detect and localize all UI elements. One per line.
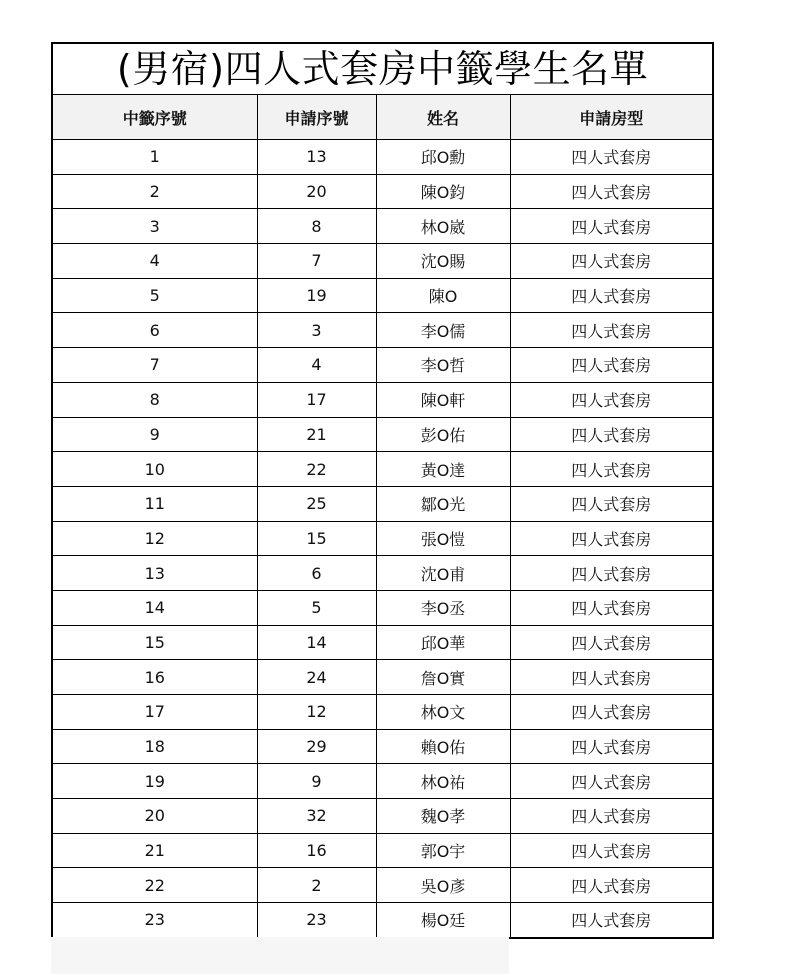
draw-number-cell: 13 [53, 556, 257, 591]
room-type-cell: 四人式套房 [510, 382, 712, 417]
room-type-cell: 四人式套房 [510, 729, 712, 764]
draw-number-cell: 3 [53, 209, 257, 244]
student-name-cell: 李O哲 [376, 348, 510, 383]
draw-number-cell: 9 [53, 417, 257, 452]
room-type-cell: 四人式套房 [510, 452, 712, 487]
table-row [53, 521, 712, 556]
draw-number-cell: 23 [53, 903, 257, 937]
student-name-cell: 陳O鈞 [376, 174, 510, 209]
student-name-cell: 邱O華 [376, 625, 510, 660]
application-number-cell: 12 [257, 695, 376, 730]
draw-number-cell: 11 [53, 486, 257, 521]
draw-number-cell: 6 [53, 313, 257, 348]
table-row [53, 590, 712, 625]
room-type-cell: 四人式套房 [510, 695, 712, 730]
sheet-title: (男宿)四人式套房中籤學生名單 [53, 44, 712, 95]
application-number-cell: 13 [257, 140, 376, 175]
student-name-cell: 林O崴 [376, 209, 510, 244]
room-type-cell: 四人式套房 [510, 244, 712, 279]
table-row [53, 382, 712, 417]
application-number-cell: 4 [257, 348, 376, 383]
table-row [53, 903, 712, 937]
draw-number-cell: 8 [53, 382, 257, 417]
room-type-cell: 四人式套房 [510, 660, 712, 695]
student-name-cell: 沈O甫 [376, 556, 510, 591]
student-name-cell: 陳O軒 [376, 382, 510, 417]
student-name-cell: 黃O達 [376, 452, 510, 487]
draw-number-cell: 20 [53, 799, 257, 834]
header-room-type: 申請房型 [510, 95, 712, 140]
room-type-cell: 四人式套房 [510, 833, 712, 868]
room-type-cell: 四人式套房 [510, 556, 712, 591]
draw-number-cell: 22 [53, 868, 257, 903]
room-type-cell: 四人式套房 [510, 140, 712, 175]
student-name-cell: 魏O孝 [376, 799, 510, 834]
student-name-cell: 李O丞 [376, 590, 510, 625]
table-row [53, 278, 712, 313]
student-name-cell: 邱O勳 [376, 140, 510, 175]
application-number-cell: 32 [257, 799, 376, 834]
room-type-cell: 四人式套房 [510, 417, 712, 452]
student-name-cell: 李O儒 [376, 313, 510, 348]
empty-area-below-table [51, 937, 509, 974]
room-type-cell: 四人式套房 [510, 521, 712, 556]
table-row [53, 625, 712, 660]
application-number-cell: 8 [257, 209, 376, 244]
application-number-cell: 6 [257, 556, 376, 591]
application-number-cell: 15 [257, 521, 376, 556]
student-name-cell: 林O祐 [376, 764, 510, 799]
draw-number-cell: 4 [53, 244, 257, 279]
table-row [53, 799, 712, 834]
header-draw-number: 中籤序號 [53, 95, 257, 140]
application-number-cell: 21 [257, 417, 376, 452]
draw-number-cell: 21 [53, 833, 257, 868]
application-number-cell: 2 [257, 868, 376, 903]
room-type-cell: 四人式套房 [510, 486, 712, 521]
application-number-cell: 19 [257, 278, 376, 313]
room-type-cell: 四人式套房 [510, 590, 712, 625]
table-row [53, 348, 712, 383]
draw-number-cell: 16 [53, 660, 257, 695]
draw-number-cell: 17 [53, 695, 257, 730]
draw-number-cell: 14 [53, 590, 257, 625]
application-number-cell: 20 [257, 174, 376, 209]
roster-table [53, 95, 712, 937]
room-type-cell: 四人式套房 [510, 209, 712, 244]
table-row [53, 313, 712, 348]
table-row [53, 729, 712, 764]
application-number-cell: 24 [257, 660, 376, 695]
student-name-cell: 郭O宇 [376, 833, 510, 868]
room-type-cell: 四人式套房 [571, 911, 652, 931]
table-row [53, 764, 712, 799]
roster-body [53, 140, 712, 937]
room-type-cell: 四人式套房 [510, 868, 712, 903]
student-name-cell: 詹O實 [376, 660, 510, 695]
application-number-cell: 17 [257, 382, 376, 417]
room-type-cell: 四人式套房 [510, 348, 712, 383]
application-number-cell: 25 [257, 486, 376, 521]
application-number-cell: 16 [257, 833, 376, 868]
room-type-cell: 四人式套房 [510, 313, 712, 348]
room-type-cell: 四人式套房 [510, 799, 712, 834]
student-name-cell: 陳O [376, 278, 510, 313]
room-type-cell: 四人式套房 [510, 625, 712, 660]
table-row [53, 556, 712, 591]
draw-number-cell: 1 [53, 140, 257, 175]
student-name-cell: 彭O佑 [376, 417, 510, 452]
application-number-cell: 3 [257, 313, 376, 348]
application-number-cell: 29 [257, 729, 376, 764]
table-row [53, 140, 712, 175]
table-row [53, 660, 712, 695]
draw-number-cell: 12 [53, 521, 257, 556]
draw-number-cell: 19 [53, 764, 257, 799]
draw-number-cell: 7 [53, 348, 257, 383]
room-type-cell: 四人式套房 [510, 278, 712, 313]
draw-number-cell: 10 [53, 452, 257, 487]
table-row [53, 174, 712, 209]
student-name-cell: 張O愷 [376, 521, 510, 556]
header-application-number: 申請序號 [257, 95, 376, 140]
student-name-cell: 吳O彥 [376, 868, 510, 903]
student-name-cell: 鄒O光 [376, 486, 510, 521]
table-row [53, 417, 712, 452]
application-number-cell: 5 [257, 590, 376, 625]
application-number-cell: 22 [257, 452, 376, 487]
student-name-cell: 沈O賜 [376, 244, 510, 279]
room-type-cell: 四人式套房 [510, 764, 712, 799]
application-number-cell: 23 [257, 903, 376, 937]
application-number-cell: 7 [257, 244, 376, 279]
header-student-name: 姓名 [376, 95, 510, 140]
table-row [53, 486, 712, 521]
draw-number-cell: 5 [53, 278, 257, 313]
student-name-cell: 楊O廷 [376, 903, 510, 937]
draw-number-cell: 18 [53, 729, 257, 764]
table-row [53, 452, 712, 487]
student-name-cell: 賴O佑 [376, 729, 510, 764]
table-row [53, 695, 712, 730]
table-row [53, 868, 712, 903]
draw-number-cell: 15 [53, 625, 257, 660]
room-type-cell: 四人式套房 [510, 174, 712, 209]
table-row [53, 833, 712, 868]
application-number-cell: 14 [257, 625, 376, 660]
table-row [53, 244, 712, 279]
student-name-cell: 林O文 [376, 695, 510, 730]
roster-sheet [51, 42, 714, 939]
table-row [53, 209, 712, 244]
application-number-cell: 9 [257, 764, 376, 799]
header-row [53, 95, 712, 140]
draw-number-cell: 2 [53, 174, 257, 209]
